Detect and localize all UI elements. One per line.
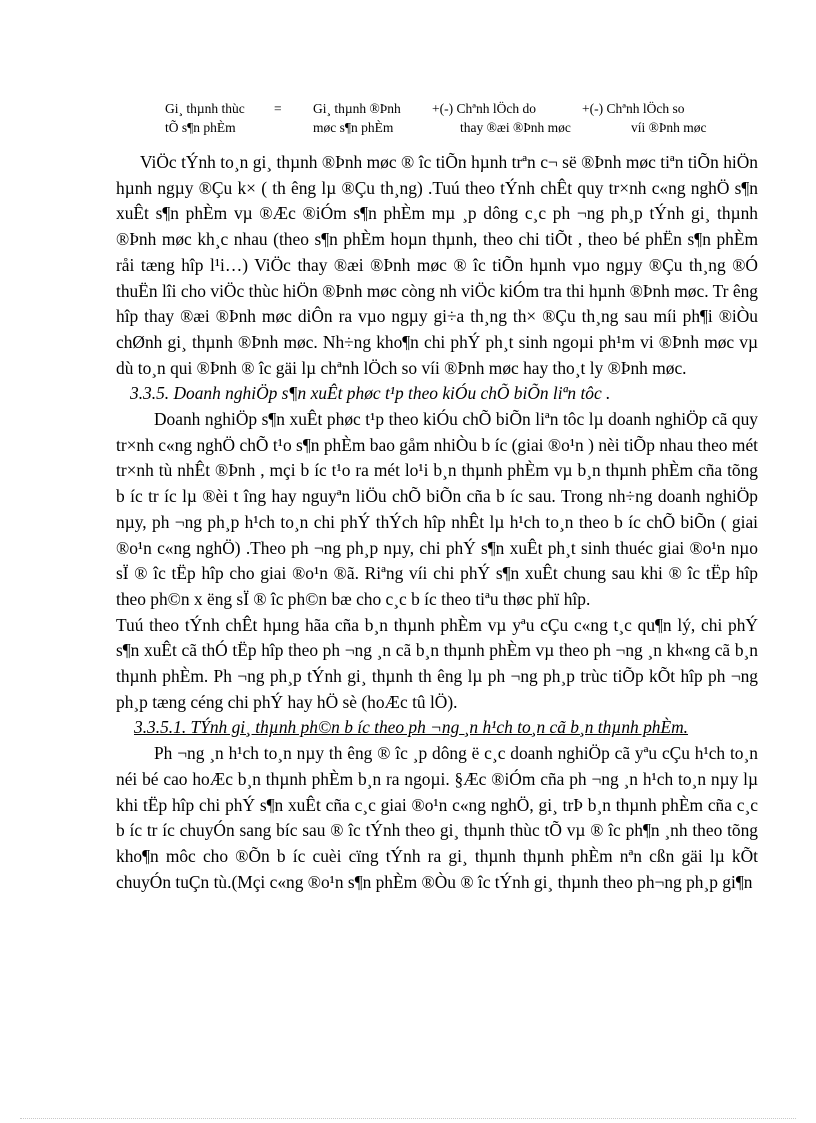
section-number: 3.3.5: [130, 383, 165, 404]
section-heading-3-3-5-1: 3.3.5.1. TÝnh gi¸ thµnh ph©n b íc theo ph ¬ng ¸n h¹ch to¸n cã b¸n thµnh phÈm.: [134, 717, 689, 738]
document-body: [116, 150, 758, 895]
paragraph-standard-cost: ViÖc tÝnh to¸n gi¸ thµnh ®Þnh møc ® îc tiÕn hµnh trªn c¬ së ®Þnh møc tiªn tiÕn hiÖn hµnh ngµy ®Çu k× ( th êng lµ ®Çu th¸ng) .Tuú theo tÝnh chÊt quy tr×nh c«ng nghÖ s¶n xuÊt s¶n phÈm vµ ®Æc ®iÓm s¶n phÈm mµ ¸p dông c¸c ph ¬ng ph¸p tÝnh gi¸ thµnh ®Þnh møc kh¸c nhau (theo s¶n phÈm hoµn thµnh, theo chi tiÕt , theo bé phËn s¶n phÈm råi tæng hîp l¹i…) ViÖc thay ®æi ®Þnh møc ® îc tiÕn hµnh vµo ngµy ®Çu th¸ng ®Ó thuËn lîi cho viÖc thùc hiÖn ®Þnh møc còng nh viÖc kiÓm tra thi hµnh ®Þnh møc. Tr êng hîp thay ®æi ®Þnh møc diÔn ra vµo ngµy gi÷a th¸ng th× ®Çu th¸ng sau míi ph¶i ®iÒu chØnh gi¸ thµnh ®Þnh møc. Nh÷ng kho¶n chi phÝ ph¸t sinh ngoµi ph¹m vi ®Þnh møc vµ dù to¸n qui ®Þnh ® îc gäi lµ chªnh lÖch so víi ®Þnh møc hay tho¸t ly ®Þnh møc.: [116, 152, 758, 378]
formula-change-diff-line2: thay ®æi ®Þnh møc: [460, 120, 571, 135]
section-title: . Doanh nghiÖp s¶n xuÊt phøc t¹p theo kiÓu chÕ biÕn liªn tôc .: [164, 383, 611, 404]
section-heading-3-3-5: [116, 381, 758, 407]
formula-deviation-line2: víi ®Þnh møc: [631, 120, 707, 135]
page-bottom-divider: [20, 1118, 796, 1119]
formula-change-diff-line1: +(-) Chªnh lÖch do: [432, 101, 536, 116]
formula-standard-cost-line2: møc s¶n phÈm: [313, 120, 394, 135]
formula-standard-cost-line1: Gi¸ thµnh ®Þnh: [313, 101, 401, 116]
formula-actual-cost-line2: tÕ s¶n phÈm: [165, 120, 236, 135]
paragraph-cost-method: Tuú theo tÝnh chÊt hµng hãa cña b¸n thµnh phÈm vµ yªu cÇu c«ng t¸c qu¶n lý, chi phÝ s¶n xuÊt cã thÓ tËp hîp theo ph ¬ng ¸n cã b¸n thµnh phÈm vµ theo ph ¬ng ¸n kh«ng cã b¸n thµnh phÈm. Ph ¬ng ph¸p tÝnh gi¸ thµnh th êng lµ ph ¬ng ph¸p trùc tiÕp kÕt hîp ph ¬ng ph¸p tæng céng chi phÝ hay hÖ sè (hoÆc tû lÖ).: [116, 614, 758, 712]
paragraph-continuous-processing: Doanh nghiÖp s¶n xuÊt phøc t¹p theo kiÓu chÕ biÕn liªn tôc lµ doanh nghiÖp cã quy tr×nh c«ng nghÖ chÕ t¹o s¶n phÈm bao gåm nhiÒu b íc (giai ®o¹n ) nèi tiÕp nhau theo mét tr×nh tù nhÊt ®Þnh , mçi b íc t¹o ra mét lo¹i b¸n thµnh phÈm vµ b¸n thµnh phÈm cña tõng b íc tr íc lµ ®èi t îng hay nguyªn liÖu chÕ biÕn cña b íc sau. Trong nh÷ng doanh nghiÖp nµy, ph ¬ng ph¸p h¹ch to¸n chi phÝ thÝch hîp nhÊt lµ h¹ch to¸n theo b íc chÕ biÕn ( giai ®o¹n c«ng nghÖ) .Theo ph ¬ng ph¸p nµy, chi phÝ s¶n xuÊt ph¸t sinh thuéc giai ®o¹n nµo sÏ ® îc tËp hîp cho giai ®o¹n ®ã. Riªng víi chi phÝ s¶n xuÊt chung sau khi ® îc tËp hîp theo ph©n x ëng sÏ ® îc ph©n bæ cho c¸c b íc theo tiªu thøc phï hîp.: [116, 409, 758, 609]
formula-deviation-line1: +(-) Chªnh lÖch so: [582, 101, 685, 116]
formula-equals-sign: =: [274, 101, 282, 116]
paragraph-semi-finished-method: Ph ¬ng ¸n h¹ch to¸n nµy th êng ® îc ¸p dông ë c¸c doanh nghiÖp cã yªu cÇu h¹ch to¸n néi bé cao hoÆc b¸n thµnh phÈm b¸n ra ngoµi. §Æc ®iÓm cña ph ¬ng ¸n h¹ch to¸n nµy lµ khi tËp hîp chi phÝ s¶n xuÊt cña c¸c giai ®o¹n c«ng nghÖ, gi¸ trÞ b¸n thµnh phÈm cña c¸c b íc tr íc chuyÓn sang bíc sau ® îc tÝnh theo gi¸ thµnh thùc tÕ vµ ® îc ph¶n ¸nh theo tõng kho¶n môc cho ®Õn b íc cuèi cïng tÝnh ra gi¸ thµnh thµnh phÈm nªn cßn gäi lµ kÕt chuyÓn tuÇn tù.(Mçi c«ng ®o¹n s¶n phÈm ®Òu ® îc tÝnh gi¸ thµnh theo ph¬ng ph¸p gi¶n: [116, 743, 758, 892]
formula-actual-cost-line1: Gi¸ thµnh thùc: [165, 101, 245, 116]
